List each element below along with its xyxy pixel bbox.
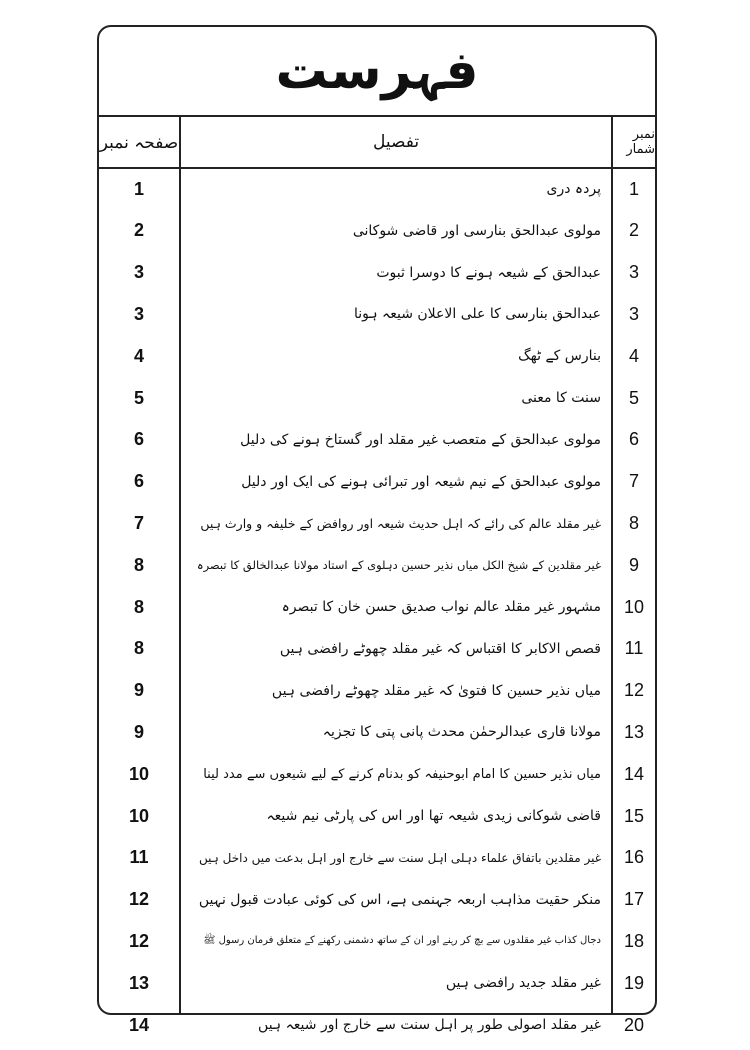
entry-page-number: 8 xyxy=(133,596,144,617)
entry-serial-number: 18 xyxy=(623,930,645,951)
entry-serial-number: 12 xyxy=(623,680,645,701)
table-row xyxy=(99,545,655,585)
entry-detail: منکر حقیت مذاہب اربعہ جہنمی ہے، اس کی کوئی عبادت قبول نہیں xyxy=(198,891,601,908)
entry-detail: غیر مقلد اصولی طور پر اہل سنت سے خارج اور شیعہ ہیں xyxy=(258,1017,601,1033)
entry-serial-number: 5 xyxy=(628,387,639,408)
entry-serial-number: 11 xyxy=(624,638,644,659)
entry-serial-number: 3 xyxy=(628,262,639,283)
title-box xyxy=(99,27,655,117)
entry-page-number: 1 xyxy=(133,178,144,199)
entry-serial-number: 20 xyxy=(623,1014,645,1035)
table-row xyxy=(99,796,655,836)
page-title: فہرست xyxy=(275,41,479,101)
table-row xyxy=(99,253,655,293)
table-row xyxy=(99,420,655,460)
entry-page-number: 6 xyxy=(133,429,144,450)
entry-detail: غیر مقلد جدید رافضی ہیں xyxy=(445,975,601,992)
entry-page-number: 12 xyxy=(128,889,150,910)
entry-page-number: 13 xyxy=(128,972,150,993)
entry-serial-number: 1 xyxy=(628,178,639,199)
table-row xyxy=(99,503,655,543)
table-row xyxy=(99,921,655,961)
entry-detail: میاں نذیر حسین کا امام ابوحنیفہ کو بدنام کرنے کے لیے شیعوں سے مدد لینا xyxy=(203,766,601,782)
table-row xyxy=(99,754,655,794)
entry-page-number: 3 xyxy=(133,262,144,283)
entry-page-number: 8 xyxy=(133,554,144,575)
header-page-number: صفحہ نمبر xyxy=(99,132,179,153)
entry-detail: عبدالحق کے شیعہ ہونے کا دوسرا ثبوت xyxy=(376,264,601,281)
entry-detail: پردہ دری xyxy=(546,181,601,197)
entry-detail: مشہور غیر مقلد عالم نواب صدیق حسن خان کا تبصرہ xyxy=(281,599,601,615)
entry-serial-number: 8 xyxy=(628,512,639,533)
entry-serial-number: 2 xyxy=(628,220,639,241)
table-row xyxy=(99,629,655,669)
entry-page-number: 12 xyxy=(128,930,150,951)
entry-detail: مولوی عبدالحق بنارسی اور قاضی شوکانی xyxy=(352,222,601,239)
table-row xyxy=(99,169,655,209)
toc-frame xyxy=(97,25,657,1035)
entry-detail: مولوی عبدالحق کے متعصب غیر مقلد اور گستاخ ہونے کی دلیل xyxy=(240,431,601,448)
entry-serial-number: 7 xyxy=(628,471,639,492)
header-detail: تفصیل xyxy=(372,132,420,152)
table-row xyxy=(99,880,655,920)
entry-serial-number: 4 xyxy=(628,345,639,366)
table-row xyxy=(99,211,655,251)
entry-detail: غیر مقلدین باتفاق علماء دہلی اہل سنت سے خارج اور اہل بدعت میں داخل ہیں xyxy=(199,850,601,865)
entry-detail: عبدالحق بنارسی کا علی الاعلان شیعہ ہونا xyxy=(353,306,601,323)
entry-serial-number: 15 xyxy=(623,805,645,826)
entry-serial-number: 14 xyxy=(623,763,645,784)
entry-page-number: 7 xyxy=(133,512,144,533)
entry-detail: دجال کذاب غیر مقلدوں سے بچ کر رہنے اور ان کے ساتھ دشمنی رکھنے کے متعلق فرمان رسول ﷺ xyxy=(203,935,601,947)
entry-serial-number: 9 xyxy=(628,554,639,575)
table-row xyxy=(99,1005,655,1045)
entry-page-number: 6 xyxy=(133,471,144,492)
entry-serial-number: 6 xyxy=(628,429,639,450)
entry-page-number: 14 xyxy=(128,1014,150,1035)
table-row xyxy=(99,587,655,627)
entry-page-number: 9 xyxy=(133,721,144,742)
entry-page-number: 11 xyxy=(129,847,149,868)
entry-detail: سنت کا معنی xyxy=(521,390,601,406)
entry-serial-number: 17 xyxy=(623,889,645,910)
table-row xyxy=(99,838,655,878)
entry-detail: غیر مقلد عالم کی رائے کہ اہل حدیث شیعہ اور روافض کے خلیفہ و وارث ہیں xyxy=(200,515,601,531)
entry-detail: بنارس کے ٹھگ xyxy=(518,348,601,365)
entry-detail: قاضی شوکانی زیدی شیعہ تھا اور اس کی پارٹی نیم شیعہ xyxy=(266,808,601,824)
entry-detail: مولوی عبدالحق کے نیم شیعہ اور تبرائی ہونے کی ایک اور دلیل xyxy=(241,473,601,490)
entry-page-number: 10 xyxy=(128,805,150,826)
table-header xyxy=(99,117,655,169)
table-row xyxy=(99,378,655,418)
table-row xyxy=(99,671,655,711)
entry-page-number: 2 xyxy=(133,220,144,241)
entry-serial-number: 13 xyxy=(623,721,645,742)
table-row xyxy=(99,712,655,752)
header-serial-number: نمبر شمار xyxy=(626,127,655,157)
entry-page-number: 3 xyxy=(133,303,144,324)
entry-page-number: 4 xyxy=(133,345,144,366)
entry-detail: میاں نذیر حسین کا فتویٰ کہ غیر مقلد چھوٹے رافضی ہیں xyxy=(271,682,601,699)
entry-page-number: 5 xyxy=(133,387,144,408)
table-row xyxy=(99,963,655,1003)
entry-detail: قصص الاکابر کا اقتباس کہ غیر مقلد چھوٹے رافضی ہیں xyxy=(279,640,601,657)
entry-serial-number: 19 xyxy=(623,972,645,993)
entry-detail: غیر مقلدین کے شیخ الکل میاں نذیر حسین دہلوی کے استاد مولانا عبدالخالق کا تبصرہ xyxy=(196,558,601,573)
table-row xyxy=(99,336,655,376)
entry-serial-number: 10 xyxy=(623,596,645,617)
entry-detail: مولانا قاری عبدالرحمٰن محدث پانی پتی کا تجزیہ xyxy=(322,724,601,741)
table-row xyxy=(99,294,655,334)
entry-page-number: 9 xyxy=(133,680,144,701)
table-row xyxy=(99,462,655,502)
entry-page-number: 8 xyxy=(133,638,144,659)
entry-serial-number: 16 xyxy=(623,847,645,868)
entry-serial-number: 3 xyxy=(628,303,639,324)
entry-page-number: 10 xyxy=(128,763,150,784)
